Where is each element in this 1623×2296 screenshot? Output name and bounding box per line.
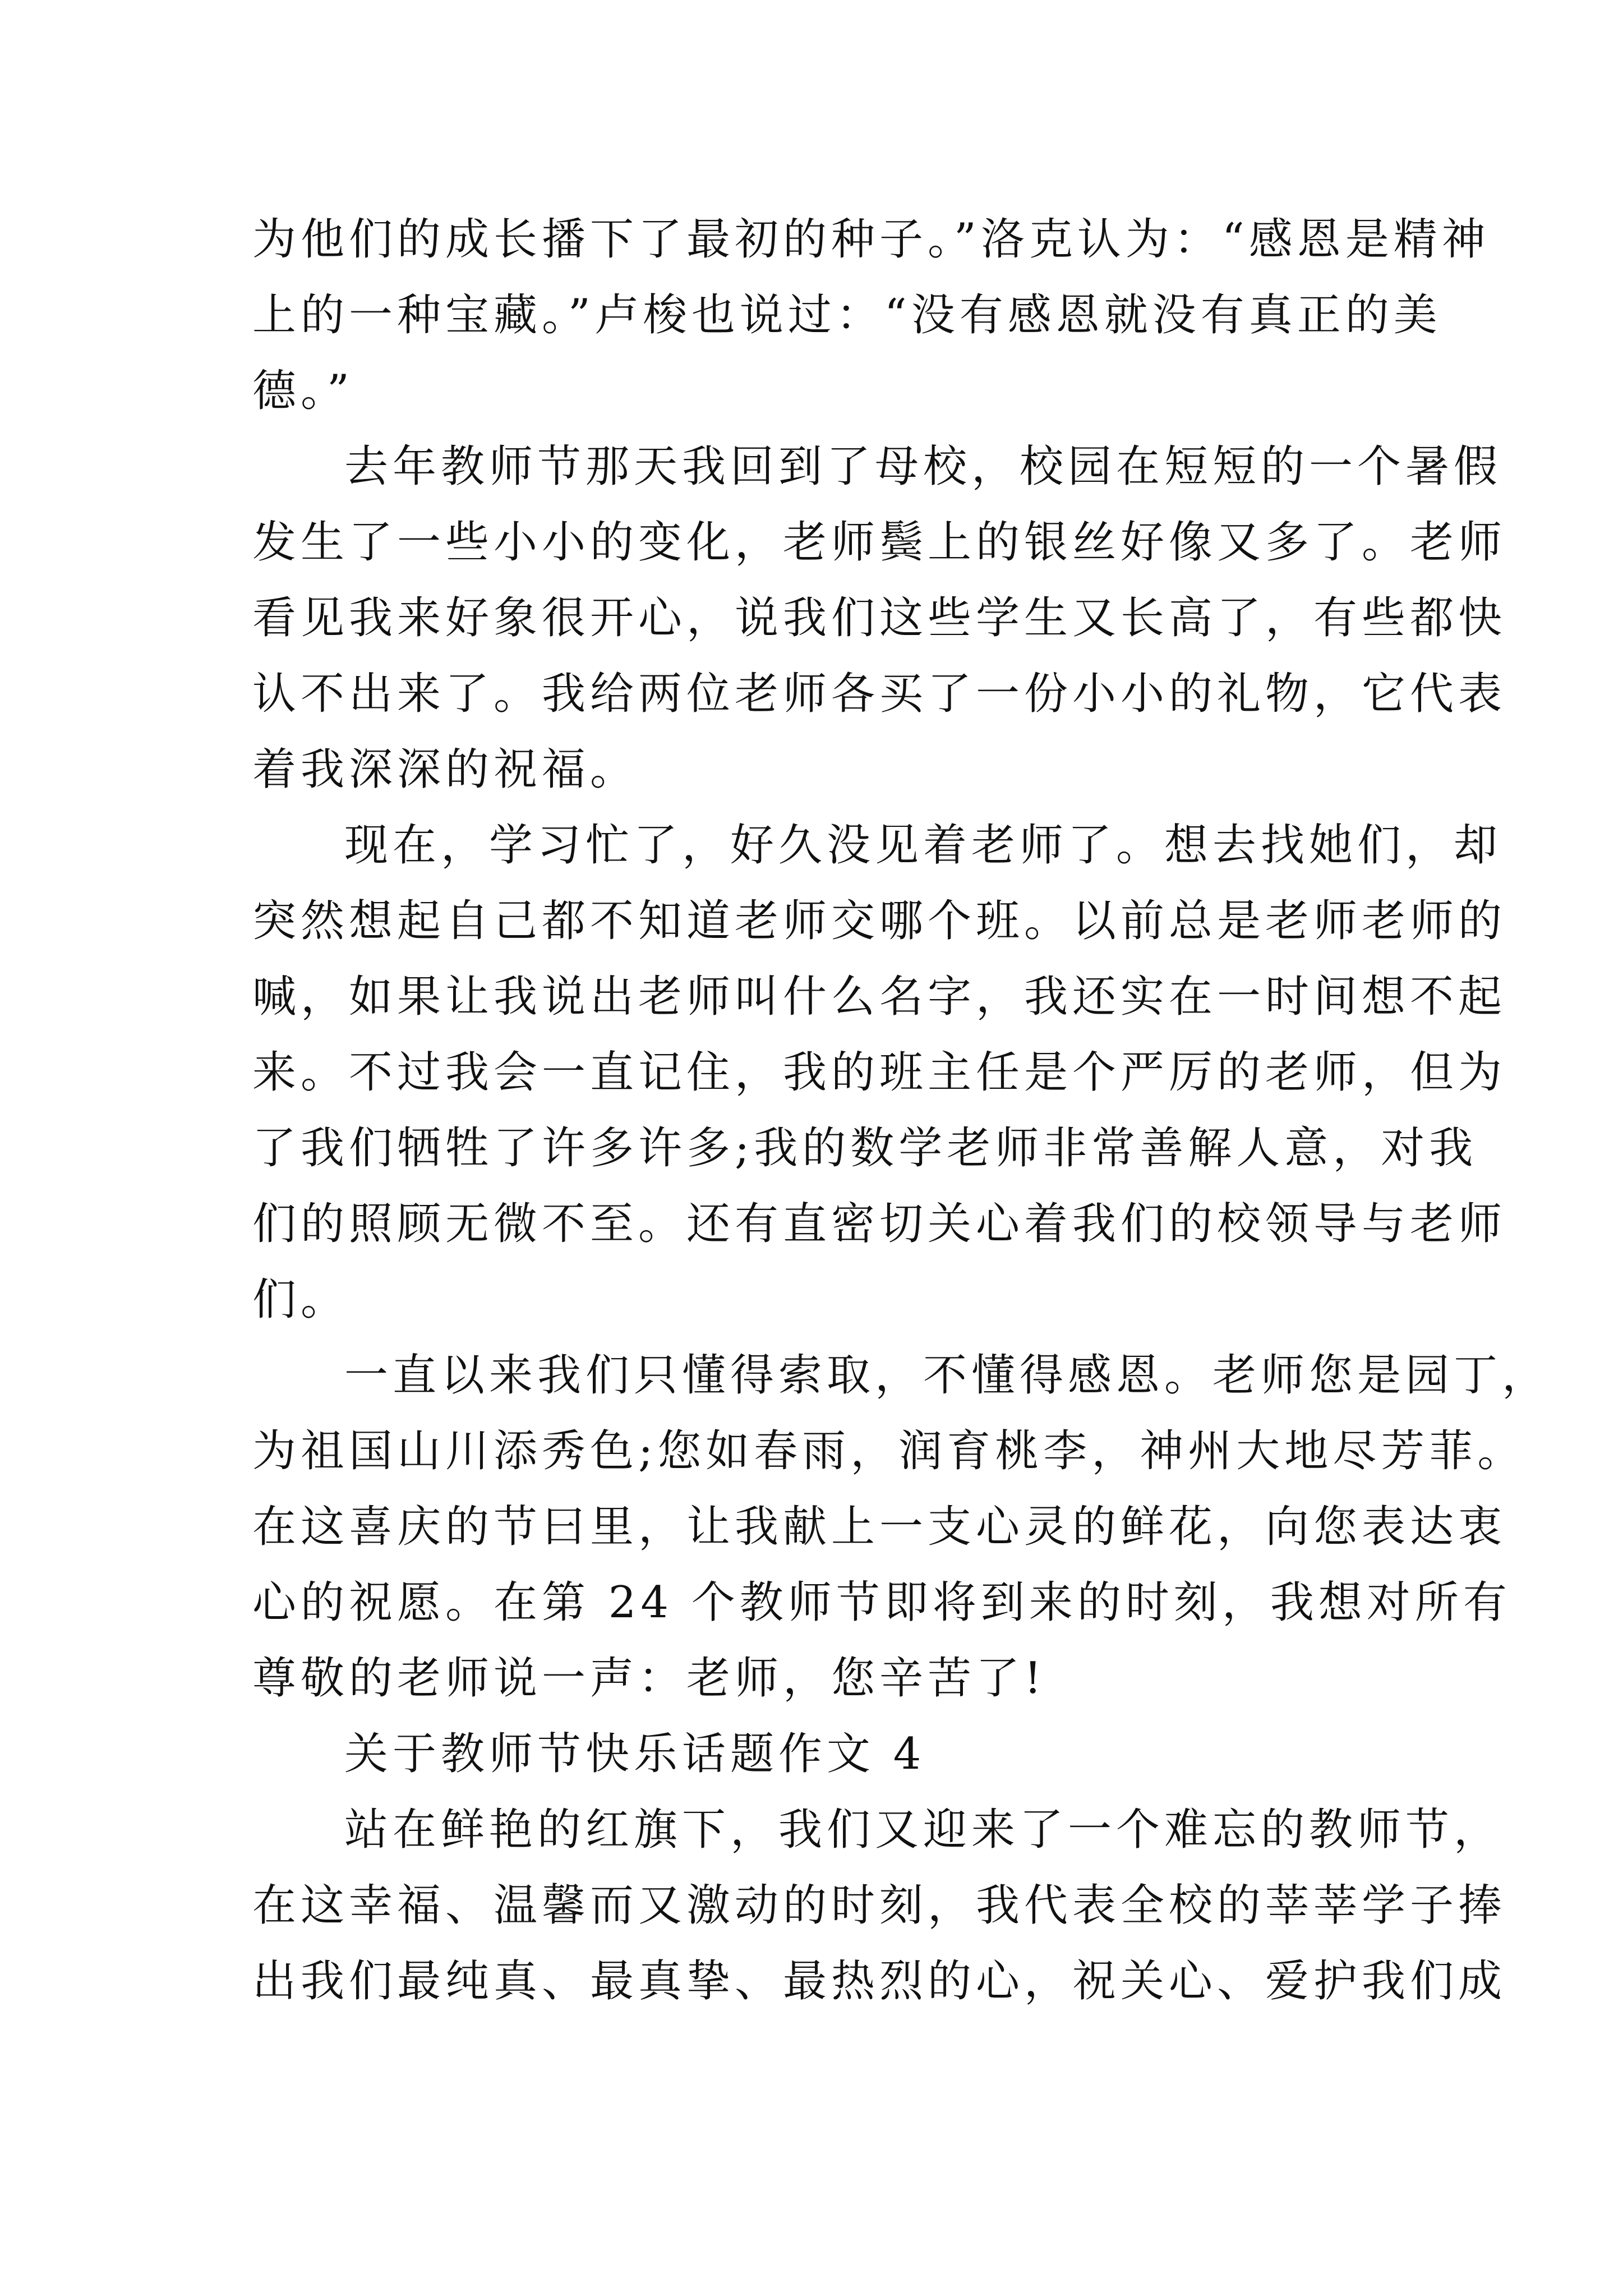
text-line: 们。 bbox=[252, 1274, 349, 1325]
text-line: 在这幸福、温馨而又激动的时刻，我代表全校的莘莘学子捧 bbox=[252, 1880, 1507, 1931]
text-line: 心的祝愿。在第 24 个教师节即将到来的时刻，我想对所有 bbox=[252, 1577, 1511, 1628]
text-line: 出我们最纯真、最真挚、最热烈的心，祝关心、爱护我们成 bbox=[252, 1956, 1507, 2007]
text-line: 突然想起自己都不知道老师交哪个班。以前总是老师老师的 bbox=[252, 896, 1507, 946]
document-page bbox=[252, 202, 1551, 2019]
paragraph-start-line: 现在，学习忙了，好久没见着老师了。想去找她们，却 bbox=[344, 820, 1502, 871]
text-line: 为祖国山川添秀色;您如春雨，润育桃李，神州大地尽芳菲。 bbox=[252, 1426, 1526, 1476]
text-line: 喊，如果让我说出老师叫什么名字，我还实在一时间想不起 bbox=[252, 972, 1507, 1022]
text-line: 在这喜庆的节曰里，让我献上一支心灵的鲜花，向您表达衷 bbox=[252, 1502, 1507, 1552]
text-line: 尊敬的老师说一声：老师，您辛苦了! bbox=[252, 1653, 1046, 1704]
paragraph-start-line: 一直以来我们只懂得索取，不懂得感恩。老师您是园丁， bbox=[344, 1350, 1551, 1401]
text-line: 们的照顾无微不至。还有直密切关心着我们的校领导与老师 bbox=[252, 1199, 1507, 1249]
text-line: 了我们牺牲了许多许多;我的数学老师非常善解人意，对我 bbox=[252, 1123, 1478, 1174]
paragraph-start-line: 去年教师节那天我回到了母校，校园在短短的一个暑假 bbox=[344, 441, 1502, 492]
text-line: 为他们的成长播下了最初的种子。”洛克认为：“感恩是精神 bbox=[252, 214, 1490, 265]
text-line: 着我深深的祝福。 bbox=[252, 744, 639, 795]
paragraph-start-line: 站在鲜艳的红旗下，我们又迎来了一个难忘的教师节， bbox=[344, 1805, 1502, 1855]
text-line: 上的一种宝藏。”卢梭也说过：“没有感恩就没有真正的美 bbox=[252, 290, 1442, 341]
text-line: 德。” bbox=[252, 366, 354, 416]
text-line: 来。不过我会一直记住，我的班主任是个严厉的老师，但为 bbox=[252, 1047, 1507, 1098]
text-line: 看见我来好象很开心，说我们这些学生又长高了，有些都快 bbox=[252, 593, 1507, 643]
section-heading: 关于教师节快乐话题作文 4 bbox=[344, 1729, 926, 1779]
text-line: 发生了一些小小的变化，老师鬓上的银丝好像又多了。老师 bbox=[252, 517, 1507, 568]
text-line: 认不出来了。我给两位老师各买了一份小小的礼物，它代表 bbox=[252, 669, 1507, 719]
